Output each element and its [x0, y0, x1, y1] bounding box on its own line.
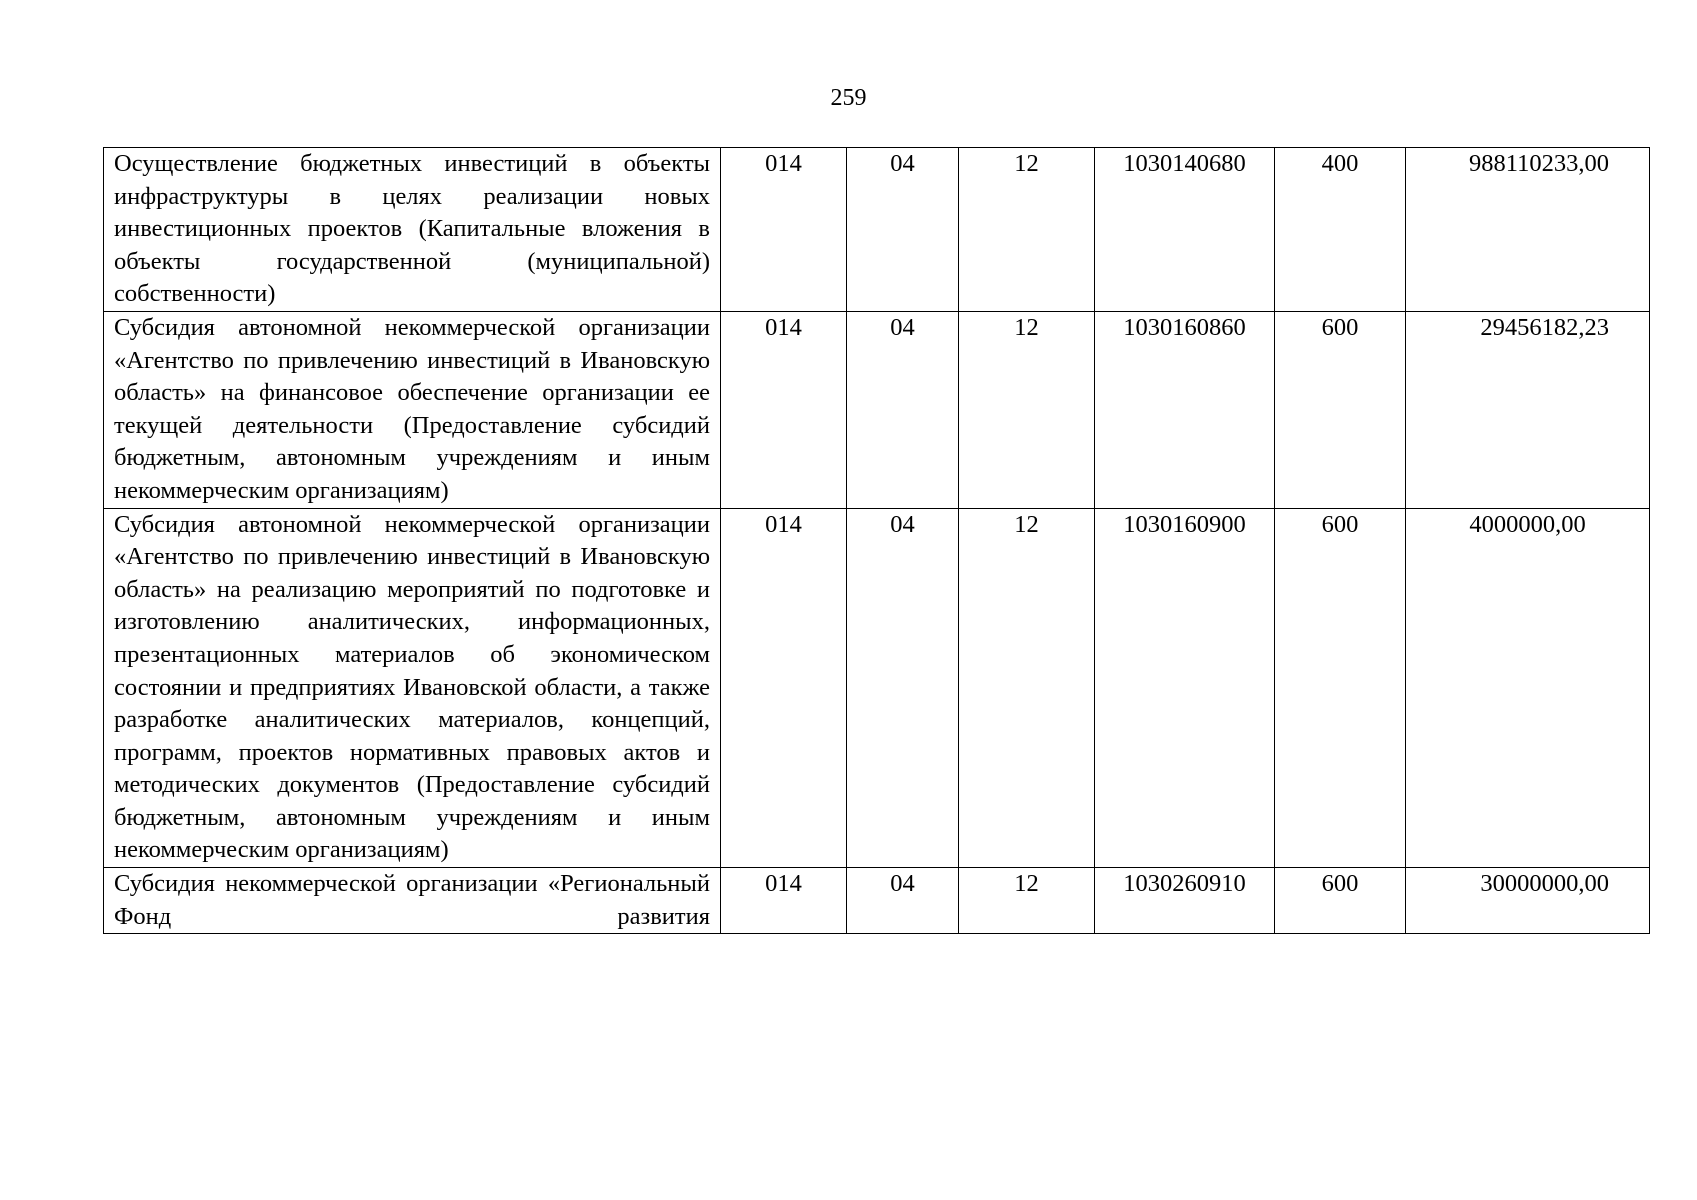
row-ministry-code: 014	[721, 508, 847, 868]
row-subsection-code: 12	[959, 508, 1095, 868]
row-ministry-code: 014	[721, 868, 847, 934]
row-target-article: 1030140680	[1095, 148, 1275, 312]
row-section-code: 04	[847, 868, 959, 934]
row-expense-type: 400	[1275, 148, 1406, 312]
row-subsection-code: 12	[959, 868, 1095, 934]
row-section-code: 04	[847, 148, 959, 312]
row-amount: 988110233,00	[1406, 148, 1650, 312]
row-section-code: 04	[847, 311, 959, 508]
row-subsection-code: 12	[959, 311, 1095, 508]
budget-table	[103, 147, 1650, 934]
row-target-article: 1030160900	[1095, 508, 1275, 868]
table-row	[104, 148, 1650, 312]
row-description: Субсидия автономной некоммерческой организации «Агентство по привлечению инвестиций в Ивановскую область» на финансовое обеспечение организации ее текущей деятельности (Предоставление субсидий бюджетным, автономным учреждениям и иным некоммерческим организациям)	[104, 311, 721, 508]
row-expense-type: 600	[1275, 868, 1406, 934]
row-description: Субсидия автономной некоммерческой организации «Агентство по привлечению инвестиций в Ивановскую область» на реализацию мероприятий по подготовке и изготовлению аналитических, информационных, презентационных материалов об экономическом состоянии и предприятиях Ивановской области, а также разработке аналитических материалов, концепций, программ, проектов нормативных правовых актов и методических документов (Предоставление субсидий бюджетным, автономным учреждениям и иным некоммерческим организациям)	[104, 508, 721, 868]
row-amount: 4000000,00	[1406, 508, 1650, 868]
row-amount: 29456182,23	[1406, 311, 1650, 508]
row-description: Осуществление бюджетных инвестиций в объекты инфраструктуры в целях реализации новых инвестиционных проектов (Капитальные вложения в объекты государственной (муниципальной) собственности)	[104, 148, 721, 312]
row-expense-type: 600	[1275, 508, 1406, 868]
row-target-article: 1030160860	[1095, 311, 1275, 508]
row-subsection-code: 12	[959, 148, 1095, 312]
row-ministry-code: 014	[721, 311, 847, 508]
row-expense-type: 600	[1275, 311, 1406, 508]
table-row	[104, 868, 1650, 934]
row-target-article: 1030260910	[1095, 868, 1275, 934]
row-description: Субсидия некоммерческой организации «Региональный Фонд развития	[104, 868, 721, 934]
page-number: 259	[830, 85, 867, 111]
table-row	[104, 508, 1650, 868]
row-ministry-code: 014	[721, 148, 847, 312]
table-row	[104, 311, 1650, 508]
row-section-code: 04	[847, 508, 959, 868]
row-amount: 30000000,00	[1406, 868, 1650, 934]
